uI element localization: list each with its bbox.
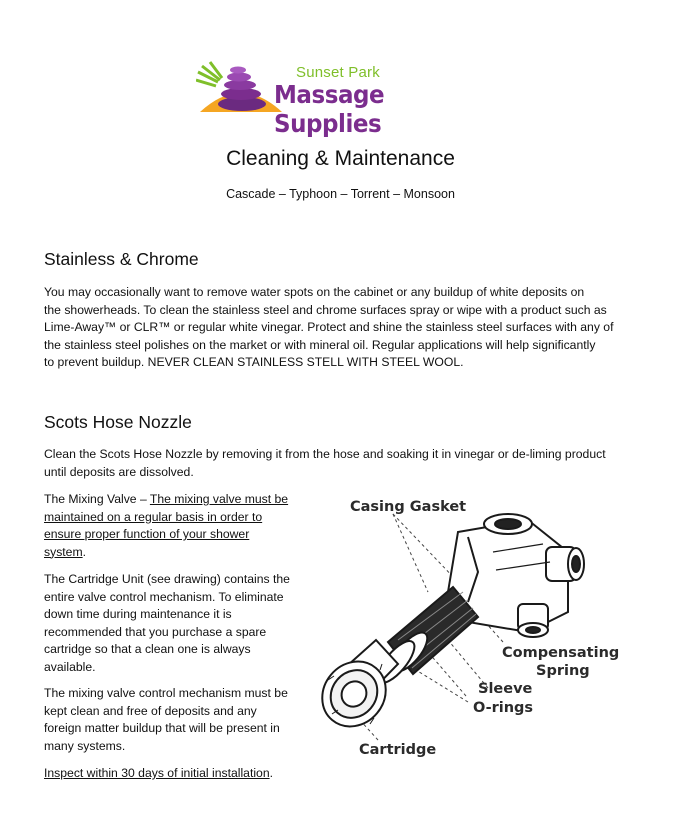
page-subtitle: Cascade – Typhoon – Torrent – Monsoon [226,187,455,201]
mixing-valve-paragraph [44,491,314,561]
control-line: The mixing valve control mechanism must be [44,686,288,700]
cartridge-cap [318,640,399,739]
page-title: Cleaning & Maintenance [226,147,455,170]
cartridge-line: cartridge so that a clean one is always [44,642,251,656]
stainless-line: to prevent buildup. NEVER CLEAN STAINLESS STELL WITH STEEL WOOL. [44,355,464,369]
cartridge-line: recommended that you purchase a spare [44,624,267,639]
valve-diagram [318,492,638,767]
label-compensating: Compensating [502,645,620,661]
logo-stones-icon [196,58,286,114]
mixing-valve-underlined: system [44,544,83,559]
control-line: foreign matter buildup that will be present in [44,721,280,735]
control-paragraph [44,685,314,755]
mixing-valve-prefix: The Mixing Valve – [44,492,150,506]
control-line: many systems. [44,738,126,753]
company-logo [196,58,476,138]
inspect-end: . [269,766,273,780]
inspect-note [44,765,344,783]
stainless-line: You may occasionally want to remove water spots on the cabinet or any buildup of white deposits on [44,285,585,299]
stainless-line: the stainless steel polishes on the market or with mineral oil. Regular applications will help significantly [44,337,596,352]
stainless-line: the showerheads. To clean the stainless steel and chrome surfaces spray or wipe with a product such as [44,302,607,317]
nozzle-line: Clean the Scots Hose Nozzle by removing it from the hose and soaking it in vinegar or de-liming product [44,447,606,461]
mixing-valve-underlined: ensure proper function of your shower [44,527,250,541]
nozzle-paragraph [44,446,644,481]
mixing-valve-end: . [82,544,86,559]
cartridge-paragraph [44,571,314,676]
label-cartridge: Cartridge [359,742,437,758]
section-heading-nozzle: Scots Hose Nozzle [44,412,192,432]
label-casing-gasket: Casing Gasket [350,499,467,515]
cartridge-line: available. [44,659,96,674]
control-line: kept clean and free of deposits and any [44,703,257,718]
section-heading-stainless: Stainless & Chrome [44,249,199,269]
mixing-valve-underlined: maintained on a regular basis in order to [44,509,263,524]
stainless-line: Lime-Away™ or CLR™ or regular white vinegar. Protect and shine the stainless steel surfaces with any of [44,320,614,334]
cartridge-line: entire valve control mechanism. To eliminate [44,589,284,604]
label-sleeve: Sleeve [478,681,533,697]
inspect-text: Inspect within 30 days of initial installation [44,766,270,780]
cartridge-line: down time during maintenance it is [44,607,232,621]
mixing-valve-underlined: The mixing valve must be [149,492,289,506]
stainless-paragraph [44,284,644,372]
label-orings: O-rings [473,700,534,716]
cartridge-line: The Cartridge Unit (see drawing) contains the [44,572,290,586]
nozzle-line: until deposits are dissolved. [44,464,194,479]
logo-line2: Massage Supplies [274,80,385,138]
label-spring: Spring [536,663,590,679]
logo-line1: Sunset Park [296,64,380,81]
